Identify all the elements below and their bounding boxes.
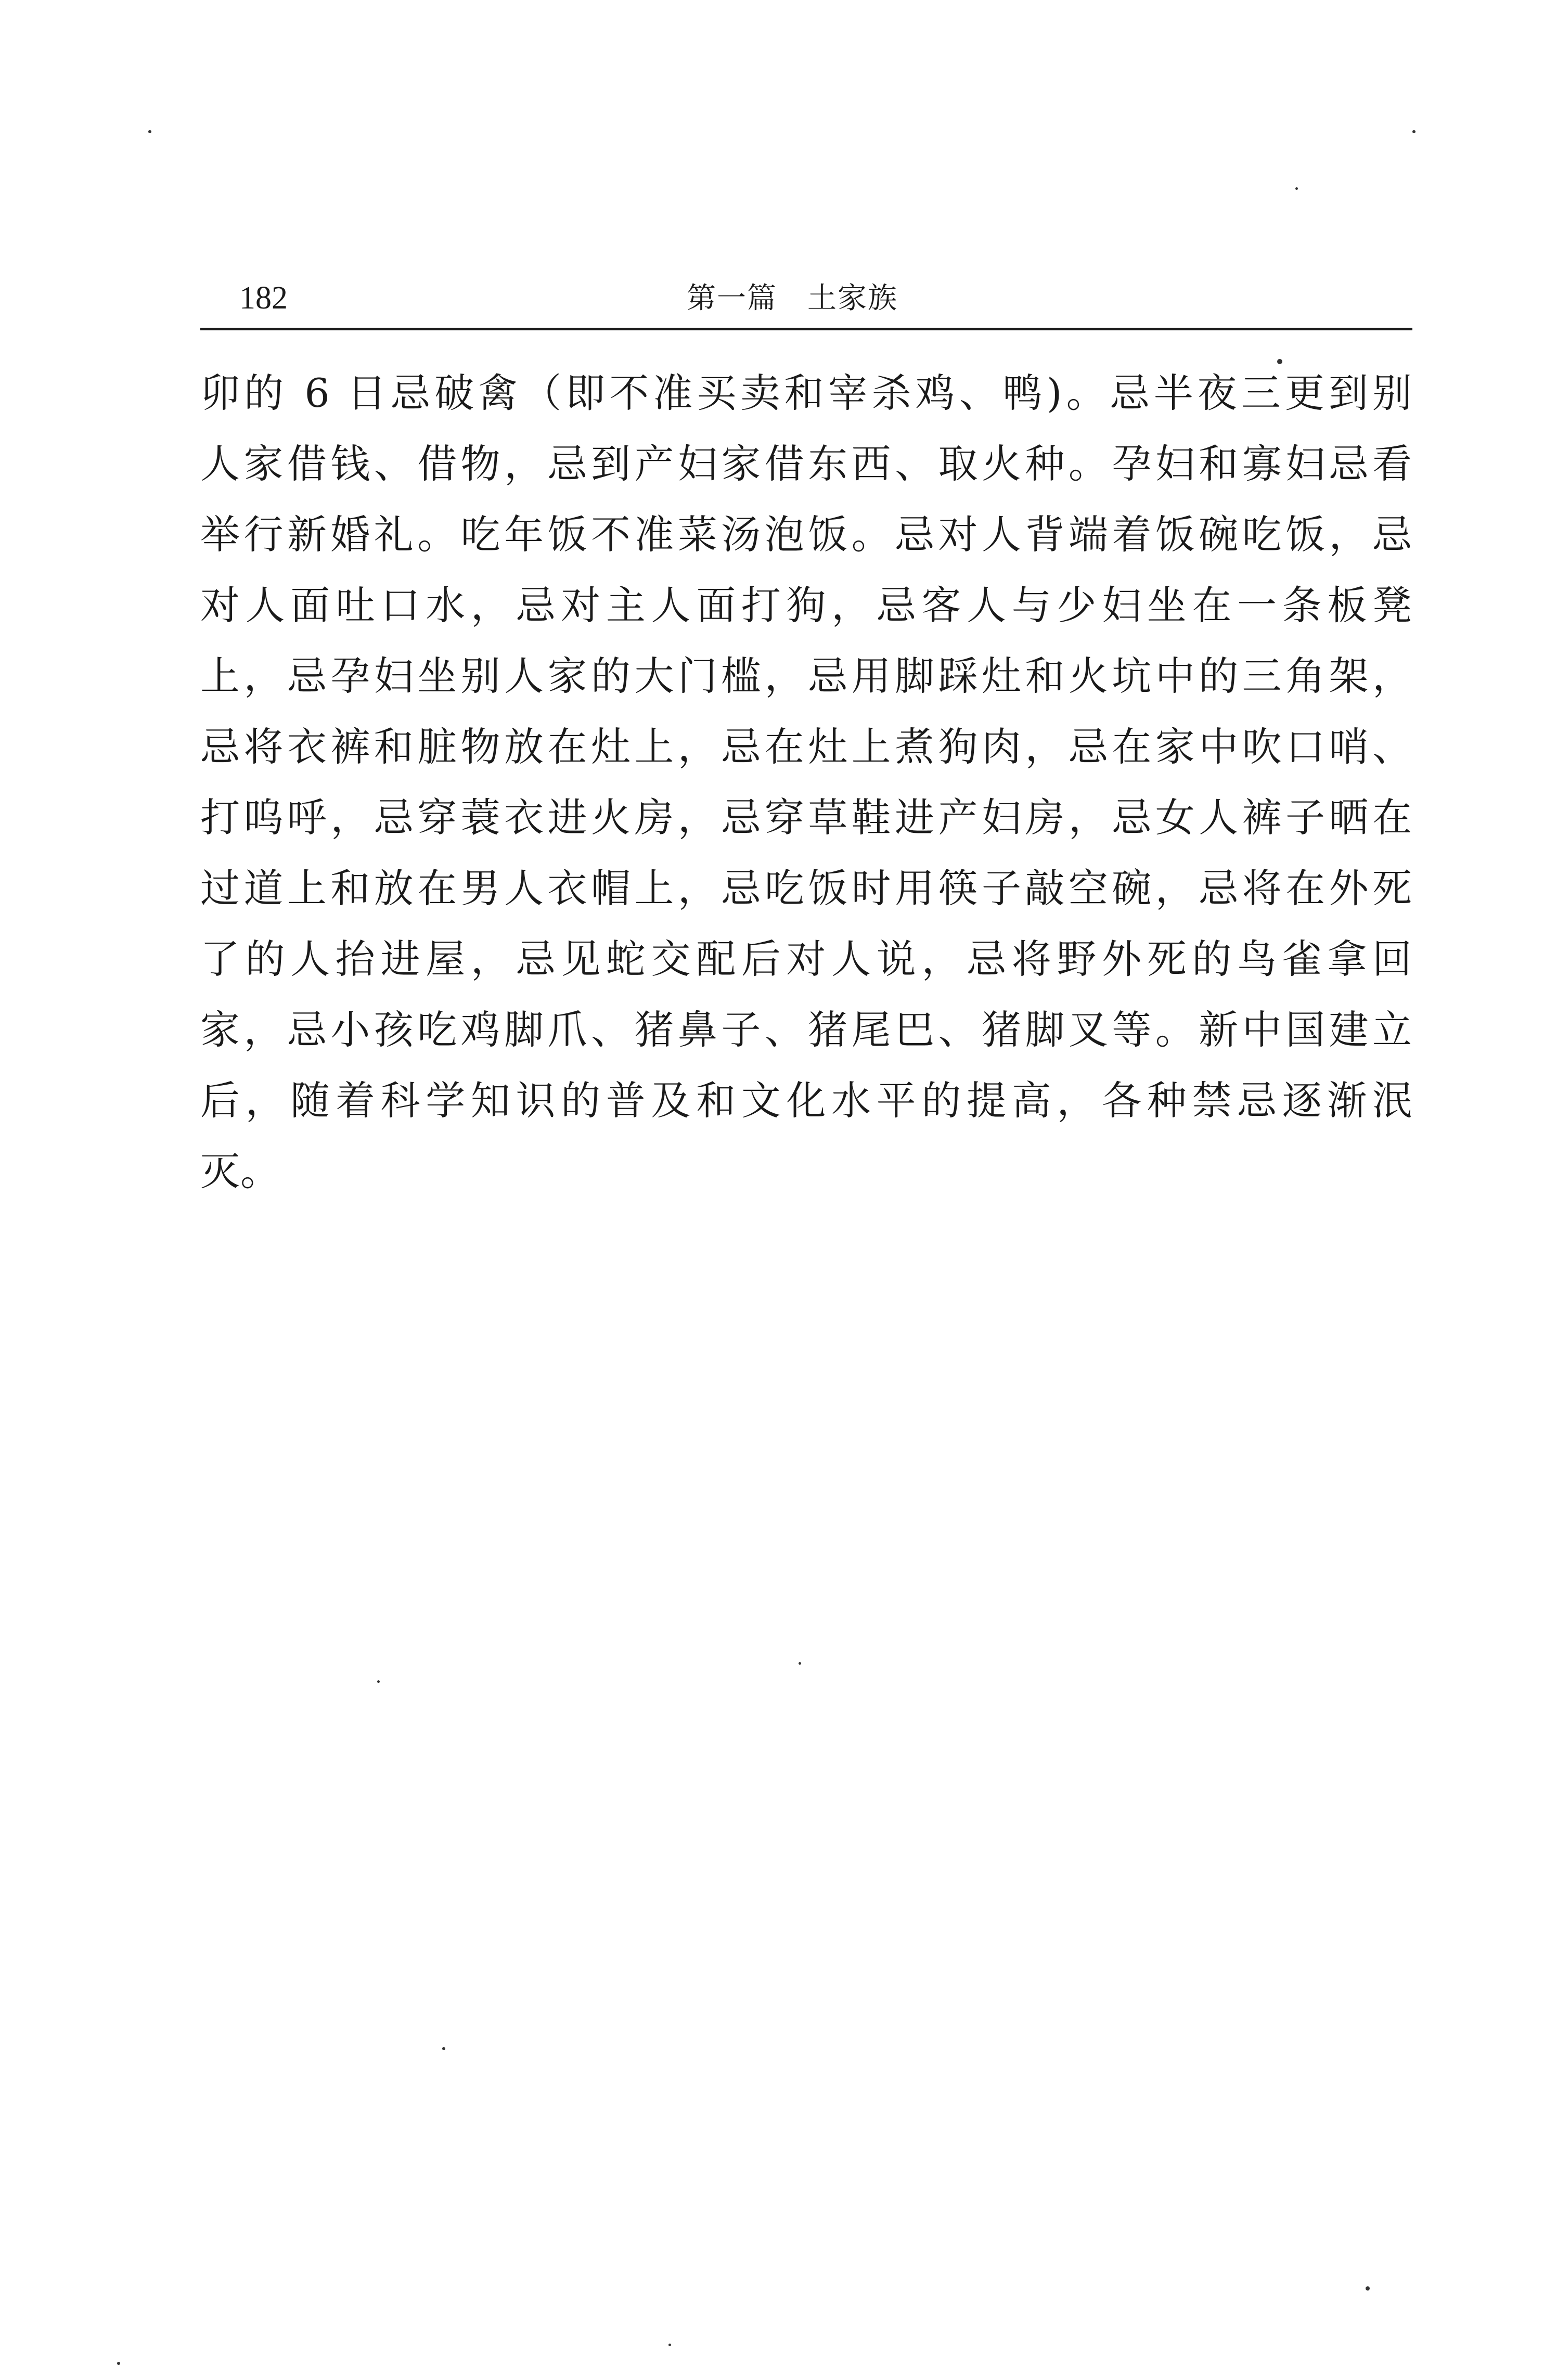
text-line: 人家借钱、借物，忌到产妇家借东西、取火种。孕妇和寡妇忌看 (200, 441, 1412, 487)
scan-speck (1412, 130, 1416, 133)
scan-speck (1277, 359, 1282, 364)
page-number: 182 (239, 280, 288, 316)
text-line: 忌将衣裤和脏物放在灶上，忌在灶上煮狗肉，忌在家中吹口哨、 (200, 724, 1412, 770)
scan-speck (1366, 2286, 1370, 2291)
running-title: 第一篇 土家族 (687, 281, 898, 315)
scan-speck (117, 2362, 120, 2365)
body-text (200, 358, 1412, 1207)
scan-speck (1295, 187, 1298, 190)
text-line: 上，忌孕妇坐别人家的大门槛，忌用脚踩灶和火坑中的三角架， (200, 653, 1412, 699)
page-header (200, 271, 1412, 330)
text-line: 卯的 6 日忌破禽（即不准买卖和宰杀鸡、鸭)。忌半夜三更到别 (200, 370, 1412, 416)
text-line: 了的人抬进屋，忌见蛇交配后对人说，忌将野外死的鸟雀拿回 (200, 936, 1412, 982)
scan-speck (668, 2344, 671, 2346)
text-line: 举行新婚礼。吃年饭不准菜汤泡饭。忌对人背端着饭碗吃饭，忌 (200, 511, 1412, 558)
text-line: 过道上和放在男人衣帽上，忌吃饭时用筷子敲空碗，忌将在外死 (200, 865, 1412, 911)
text-line: 后，随着科学知识的普及和文化水平的提高，各种禁忌逐渐泯 (200, 1077, 1412, 1124)
scan-speck (799, 1662, 801, 1665)
scan-speck (377, 1680, 380, 1683)
text-line: 打呜呼，忌穿蓑衣进火房，忌穿草鞋进产妇房，忌女人裤子晒在 (200, 794, 1412, 841)
text-line: 对人面吐口水，忌对主人面打狗，忌客人与少妇坐在一条板凳 (200, 582, 1412, 628)
scan-speck (148, 130, 151, 133)
text-line: 灭。 (200, 1148, 280, 1194)
text-line: 家，忌小孩吃鸡脚爪、猪鼻子、猪尾巴、猪脚叉等。新中国建立 (200, 1007, 1412, 1053)
scan-speck (442, 2047, 445, 2050)
